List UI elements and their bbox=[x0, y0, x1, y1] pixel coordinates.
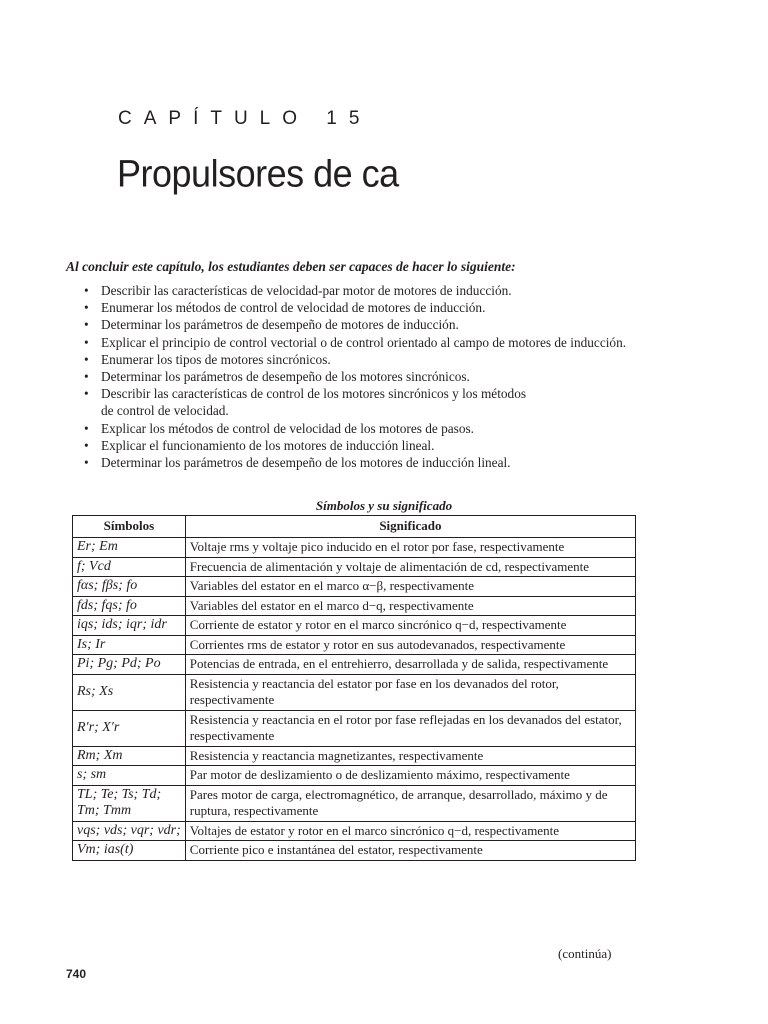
chapter-label: CAPÍTULO 15 bbox=[118, 108, 372, 129]
list-item bbox=[84, 420, 724, 437]
list-item bbox=[84, 437, 724, 454]
table-row bbox=[73, 841, 636, 861]
table-row bbox=[73, 635, 636, 655]
bullet-icon: • bbox=[84, 455, 89, 471]
symbol-cell: Er; Em bbox=[73, 538, 186, 558]
table-row bbox=[73, 577, 636, 597]
list-item bbox=[84, 299, 724, 316]
column-header-meaning: Significado bbox=[185, 516, 635, 538]
list-item bbox=[84, 316, 724, 333]
bullet-icon: • bbox=[84, 317, 89, 333]
objectives-intro: Al concluir este capítulo, los estudiantes deben ser capaces de hacer lo siguiente: bbox=[66, 259, 516, 274]
meaning-cell: Resistencia y reactancia en el rotor por fase reflejadas en los devanados del estator, respectivamente bbox=[185, 710, 635, 746]
meaning-cell: Voltaje rms y voltaje pico inducido en el rotor por fase, respectivamente bbox=[185, 538, 635, 558]
symbols-table bbox=[72, 515, 636, 861]
table-row bbox=[73, 674, 636, 710]
table-row bbox=[73, 710, 636, 746]
list-item-text: Explicar los métodos de control de velocidad de los motores de pasos. bbox=[101, 420, 474, 436]
bullet-icon: • bbox=[84, 351, 89, 367]
list-item-text: Enumerar los métodos de control de velocidad de motores de inducción. bbox=[101, 300, 486, 316]
symbol-cell: vqs; vds; vqr; vdr; bbox=[73, 821, 186, 841]
list-item-text: Enumerar los tipos de motores sincrónicos. bbox=[101, 351, 331, 367]
symbol-cell: f; Vcd bbox=[73, 557, 186, 577]
symbol-cell: Pi; Pg; Pd; Po bbox=[73, 655, 186, 675]
meaning-cell: Par motor de deslizamiento o de deslizamiento máximo, respectivamente bbox=[185, 766, 635, 786]
list-item bbox=[84, 334, 724, 351]
table-header-row bbox=[73, 516, 636, 538]
list-item-text: Explicar el principio de control vectorial o de control orientado al campo de motores de inducción. bbox=[101, 334, 627, 350]
list-item-text: Describir las características de control de los motores sincrónicos y los métodos bbox=[101, 386, 527, 402]
table-row bbox=[73, 655, 636, 675]
symbol-cell: Rs; Xs bbox=[73, 674, 186, 710]
bullet-icon: • bbox=[84, 369, 89, 385]
list-item bbox=[84, 368, 724, 385]
symbol-cell: iqs; ids; iqr; idr bbox=[73, 616, 186, 636]
symbol-cell: Is; Ir bbox=[73, 635, 186, 655]
list-item-text: Determinar los parámetros de desempeño de motores de inducción. bbox=[101, 317, 459, 333]
table-row bbox=[73, 538, 636, 558]
meaning-cell: Voltajes de estator y rotor en el marco sincrónico q−d, respectivamente bbox=[185, 821, 635, 841]
list-item bbox=[84, 351, 724, 368]
bullet-icon: • bbox=[84, 300, 89, 316]
chapter-title: Propulsores de ca bbox=[117, 152, 399, 196]
list-item bbox=[84, 385, 724, 419]
meaning-cell: Frecuencia de alimentación y voltaje de alimentación de cd, respectivamente bbox=[185, 557, 635, 577]
list-item-text-continuation: de control de velocidad. bbox=[101, 403, 229, 419]
table-row bbox=[73, 596, 636, 616]
table-row bbox=[73, 557, 636, 577]
table-row bbox=[73, 821, 636, 841]
meaning-cell: Resistencia y reactancia del estator por fase en los devanados del rotor, respectivamente bbox=[185, 674, 635, 710]
meaning-cell: Corrientes rms de estator y rotor en sus autodevanados, respectivamente bbox=[185, 635, 635, 655]
list-item-text: Determinar los parámetros de desempeño de los motores de inducción lineal. bbox=[101, 455, 511, 471]
bullet-icon: • bbox=[84, 437, 89, 453]
bullet-icon: • bbox=[84, 386, 89, 402]
table-row bbox=[73, 766, 636, 786]
list-item-text: Determinar los parámetros de desempeño de los motores sincrónicos. bbox=[101, 369, 470, 385]
symbol-cell: TL; Te; Ts; Td; Tm; Tmm bbox=[73, 785, 186, 821]
table-row bbox=[73, 746, 636, 766]
bullet-icon: • bbox=[84, 283, 89, 298]
table-row bbox=[73, 785, 636, 821]
table-caption: Símbolos y su significado bbox=[315, 498, 453, 513]
list-item-text: Describir las características de velocidad-par motor de motores de inducción. bbox=[101, 283, 512, 298]
continued-note: (continúa) bbox=[558, 946, 612, 961]
meaning-cell: Corriente pico e instantánea del estator, respectivamente bbox=[185, 841, 635, 861]
symbol-cell: Vm; ias(t) bbox=[73, 841, 186, 861]
symbol-cell: fds; fqs; fo bbox=[73, 596, 186, 616]
symbol-cell: R′r; X′r bbox=[73, 710, 186, 746]
page-number: 740 bbox=[66, 967, 87, 981]
list-item bbox=[84, 454, 724, 471]
list-item bbox=[84, 282, 724, 299]
symbol-cell: fαs; fβs; fo bbox=[73, 577, 186, 597]
meaning-cell: Variables del estator en el marco α−β, respectivamente bbox=[185, 577, 635, 597]
meaning-cell: Variables del estator en el marco d−q, respectivamente bbox=[185, 596, 635, 616]
meaning-cell: Potencias de entrada, en el entrehierro, desarrollada y de salida, respectivamente bbox=[185, 655, 635, 675]
meaning-cell: Pares motor de carga, electromagnético, de arranque, desarrollado, máximo y de ruptura, respectivamente bbox=[185, 785, 635, 821]
symbol-cell: s; sm bbox=[73, 766, 186, 786]
table-row bbox=[73, 616, 636, 636]
bullet-icon: • bbox=[84, 420, 89, 436]
objectives-list bbox=[84, 282, 724, 471]
meaning-cell: Resistencia y reactancia magnetizantes, respectivamente bbox=[185, 746, 635, 766]
list-item-text: Explicar el funcionamiento de los motores de inducción lineal. bbox=[101, 437, 435, 453]
meaning-cell: Corriente de estator y rotor en el marco sincrónico q−d, respectivamente bbox=[185, 616, 635, 636]
column-header-symbols: Símbolos bbox=[73, 516, 186, 538]
symbol-cell: Rm; Xm bbox=[73, 746, 186, 766]
bullet-icon: • bbox=[84, 334, 89, 350]
